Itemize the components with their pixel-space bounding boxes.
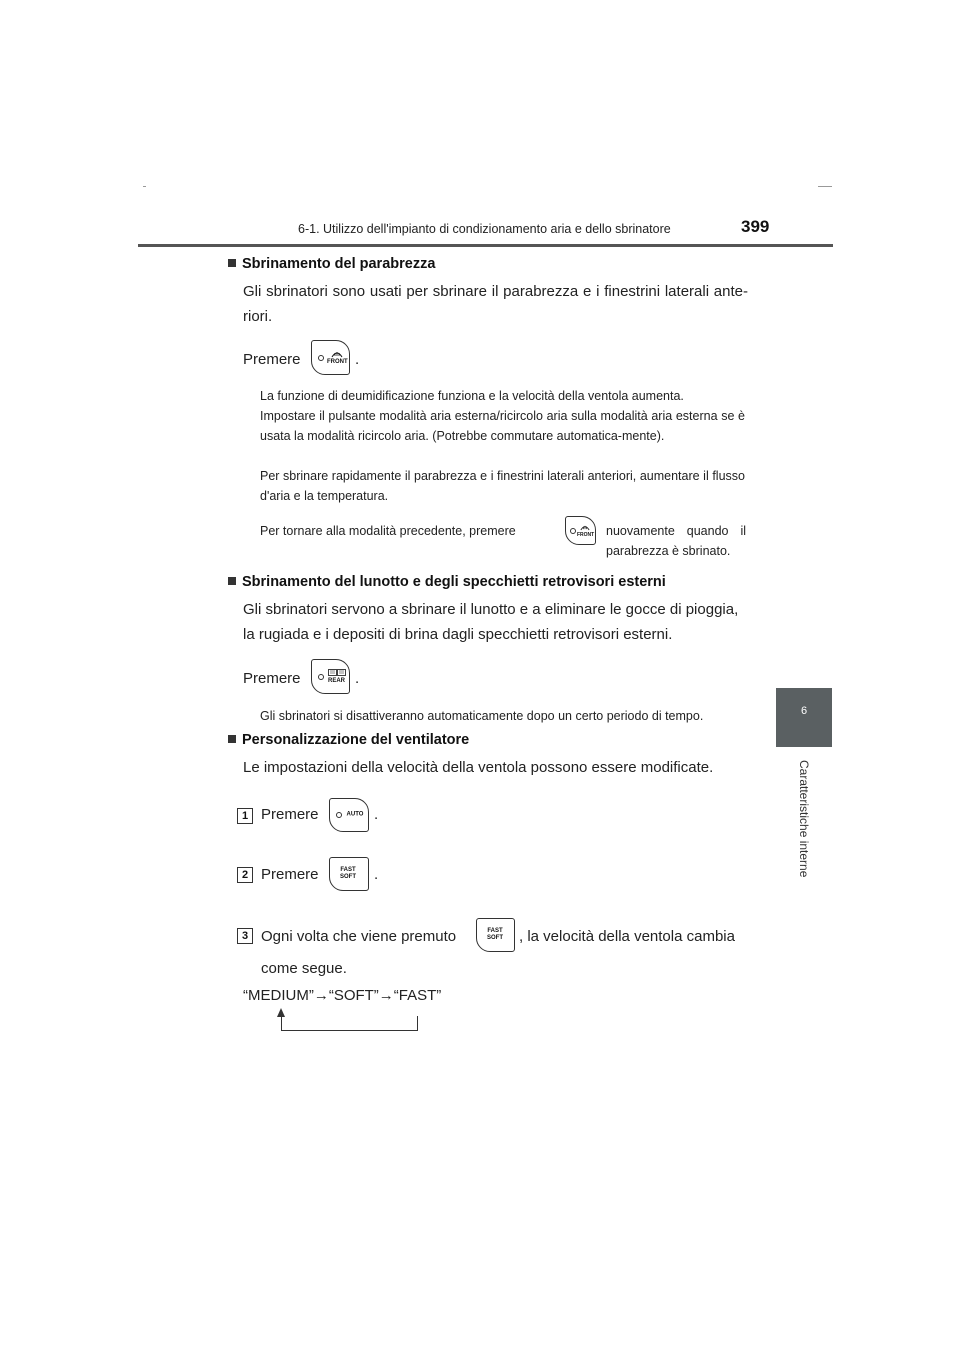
note-line: La funzione di deumidificazione funziona e la velocità della ventola aumenta.: [260, 389, 684, 403]
rear-defogger-button[interactable]: REAR: [311, 659, 350, 694]
step-text: Premere: [261, 866, 319, 883]
section-body: Gli sbrinatori servono a sbrinare il lunotto e a eliminare le gocce di pioggia, la rugiada e i depositi di brina dagli specchietti retrovisori esterni.: [243, 601, 739, 643]
step-period: .: [374, 866, 379, 883]
loop-arrow-icon: [277, 1008, 285, 1017]
section-heading: Sbrinamento del lunotto e degli specchietti retrovisori esterni: [228, 574, 666, 590]
return-note-cont: nuovamente quando il parabrezza è sbrinato.: [606, 524, 746, 558]
press-period: .: [355, 670, 360, 687]
square-bullet-icon: [228, 577, 236, 585]
fan-speed-button[interactable]: FAST SOFT: [329, 857, 369, 891]
front-defroster-button[interactable]: FRONT: [311, 340, 350, 375]
step-text: Ogni volta che viene premuto: [261, 928, 457, 945]
chapter-title: Caratteristiche interne: [797, 760, 811, 878]
note-line: Per sbrinare rapidamente il parabrezza e i finestrini laterali anteriori, aumentare il flusso d'aria e la temperatura.: [260, 469, 745, 503]
fan-speed-sequence: “MEDIUM”→“SOFT”→“FAST”: [243, 987, 442, 1004]
step-number: 2: [237, 867, 253, 883]
note-line: Gli sbrinatori si disattiveranno automaticamente dopo un certo periodo di tempo.: [260, 709, 704, 723]
crop-mark-left: [143, 186, 146, 187]
crop-mark-right: [818, 186, 832, 187]
section-heading: Personalizzazione del ventilatore: [228, 732, 469, 748]
press-period: .: [355, 351, 360, 368]
indicator-light-icon: [318, 355, 324, 361]
front-defroster-button-small[interactable]: FRONT: [565, 516, 596, 545]
running-title: 6-1. Utilizzo dell'impianto di condizionamento aria e dello sbrinatore: [298, 222, 671, 236]
rear-window-defog-icon: [328, 669, 346, 677]
sequence-loop-line: [281, 1016, 418, 1031]
step-text: Premere: [261, 806, 319, 823]
step-text-cont: come segue.: [261, 960, 347, 977]
section-body: Le impostazioni della velocità della ventola possono essere modificate.: [243, 759, 714, 776]
section-heading: Sbrinamento del parabrezza: [228, 256, 435, 272]
windshield-defrost-icon: [580, 524, 590, 531]
page-number: 399: [741, 217, 770, 236]
step-number: 3: [237, 928, 253, 944]
fan-speed-button[interactable]: FAST SOFT: [476, 918, 515, 952]
step-text-cont: , la velocità della ventola cambia: [519, 928, 735, 945]
step-period: .: [374, 806, 379, 823]
chapter-tab: [776, 688, 832, 747]
press-line: Premere: [243, 351, 301, 368]
step-number: 1: [237, 808, 253, 824]
return-note: Per tornare alla modalità precedente, premere: [260, 524, 516, 538]
indicator-light-icon: [336, 812, 342, 818]
indicator-light-icon: [570, 528, 576, 534]
windshield-defrost-icon: [331, 350, 343, 358]
note-line: Impostare il pulsante modalità aria esterna/ricircolo aria sulla modalità aria esterna se è usata la modalità ricircolo aria. (Potrebbe commutare automatica-mente).: [260, 409, 745, 443]
header-rule: [138, 244, 833, 247]
section-body: Gli sbrinatori sono usati per sbrinare il parabrezza e i finestrini laterali ante-riori.: [243, 283, 748, 325]
square-bullet-icon: [228, 259, 236, 267]
auto-button[interactable]: AUTO: [329, 798, 369, 832]
indicator-light-icon: [318, 674, 324, 680]
press-line: Premere: [243, 670, 301, 687]
chapter-number: 6: [800, 705, 808, 717]
square-bullet-icon: [228, 735, 236, 743]
